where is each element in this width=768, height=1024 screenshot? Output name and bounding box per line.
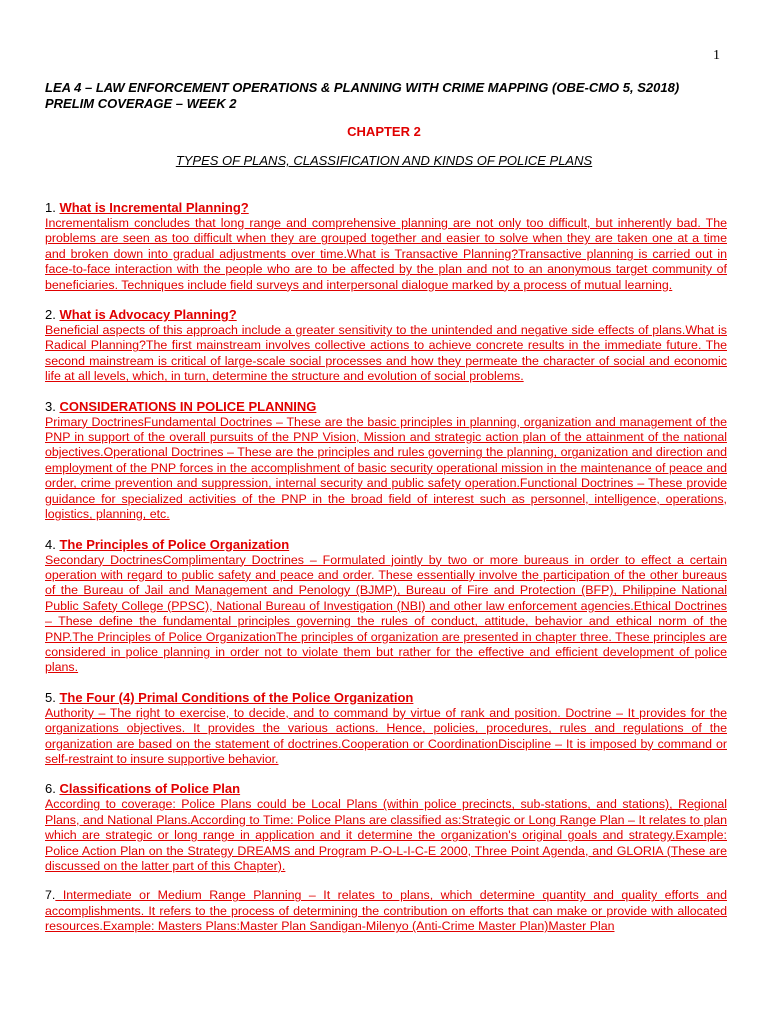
section-6 bbox=[45, 781, 727, 874]
page-number: 1 bbox=[713, 48, 720, 63]
section-3 bbox=[45, 399, 727, 523]
section-number: 5. bbox=[45, 689, 56, 705]
section-heading bbox=[45, 690, 727, 706]
section-title: CONSIDERATIONS IN POLICE PLANNING bbox=[59, 398, 317, 414]
chapter-subtitle bbox=[0, 153, 768, 168]
section-4 bbox=[45, 537, 727, 676]
section-body: Secondary DoctrinesComplimentary Doctrines – Formulated jointly by two or more bureaus in order to effect a certain operation with regard to public safety and peace and order. These essentially involve the participation of the other bureaus of the Bureau of Jail and Management and Penology (BJMP), Bureau of Fire and Protection (BFP), Philippine National Public Safety College (PPSC), National Bureau of Investigation (NBI) and other law enforcement agencies.Ethical Doctrines – These define the fundamental principles governing the rules of conduct, attitude, behavior and ethical norm of the PNP.The Principles of Police OrganizationThe principles of organization are presented in chapter three. These principles are considered in police planning in order not to violate them but rather for the effective and efficient development of police plans. bbox=[45, 552, 727, 675]
section-body: Beneficial aspects of this approach include a greater sensitivity to the unintended and negative side effects of plans.What is Radical Planning?The first mainstream involves collective actions to achieve concrete results in the immediate future. The second mainstream is critical of large-scale social processes and how they permeate the character of social and economic life at all levels, which, in turn, determine the structure and evolution of social problems. bbox=[45, 323, 727, 384]
section-heading bbox=[45, 307, 727, 323]
section-5 bbox=[45, 690, 727, 768]
sections-list bbox=[45, 200, 727, 949]
section-body: Primary DoctrinesFundamental Doctrines – These are the basic principles in planning, organization and management of the PNP in support of the overall pursuits of the PNP Vision, Mission and strategic action plan of the attainment of the national objectives.Operational Doctrines – These are the principles and rules governing the planning, organization and direction and employment of the PNP forces in the accomplishment of basic security operational mission in the maintenance of peace and order, crime prevention and suppression, internal security and public safety operation.Functional Doctrines – These provide guidance for specialized activities of the PNP in the broad field of interest such as personnel, intelligence, operations, logistics, planning, etc. bbox=[45, 414, 727, 522]
section-title: Classifications of Police Plan bbox=[59, 781, 241, 797]
section-number: 2. bbox=[45, 307, 56, 323]
section-2 bbox=[45, 307, 727, 385]
section-heading bbox=[45, 200, 727, 216]
section-number: 3. bbox=[45, 398, 56, 414]
section-number: 4. bbox=[45, 536, 56, 552]
section-number: 1. bbox=[45, 200, 56, 215]
chapter-heading: CHAPTER 2 bbox=[347, 124, 421, 139]
section-body bbox=[45, 888, 727, 934]
header-coverage: PRELIM COVERAGE – WEEK 2 bbox=[45, 96, 237, 111]
section-number: 6. bbox=[45, 781, 56, 797]
section-number: 7. bbox=[45, 888, 56, 903]
section-body: According to coverage: Police Plans could be Local Plans (within police precincts, sub-stations, and stations), Regional Plans, and National Plans.According to Time: Police Plans are classified as:Strategic or Long Range Plan – It relates to plan which are strategic or long range in application and it determine the organization's original goals and strategy.Example: Police Action Plan on the Strategy DREAMS and Program P-O-L-I-C-E 2000, Three Point Agenda, and GLORIA (These are discussed on the latter part of this Chapter). bbox=[45, 797, 727, 873]
document-header bbox=[45, 80, 735, 112]
section-body: Incrementalism concludes that long range and comprehensive planning are not only too difficult, but inherently bad. The problems are seen as too difficult when they are grouped together and easier to solve when they are taken one at a time and broken down into gradual adjustments over time.What is Transactive Planning?Transactive planning is carried out in face-to-face interaction with the people who are to be affected by the plan and not to an anonymous target community of beneficiaries. Techniques include field surveys and interpersonal dialogue marked by a process of mutual learning. bbox=[45, 216, 727, 292]
chapter-subtitle-text: TYPES OF PLANS, CLASSIFICATION AND KINDS OF POLICE PLANS bbox=[175, 153, 593, 168]
section-title: The Principles of Police Organization bbox=[59, 536, 290, 552]
section-body-text: Intermediate or Medium Range Planning – It relates to plans, which determine quantity and quality efforts and accomplishments. It refers to the process of determining the contribution on efforts that can make or provide with allocated resources.Example: Masters Plans:Master Plan Sandigan-Milenyo (Anti-Crime Master Plan)Master Plan bbox=[45, 888, 728, 934]
section-heading bbox=[45, 537, 727, 553]
section-7 bbox=[45, 888, 727, 934]
section-body: Authority – The right to exercise, to decide, and to command by virtue of rank and position. Doctrine – It provides for the organizations objectives. It provides the various actions. Hence, policies, procedures, rules and regulations of the organization are based on the statement of doctrines.Cooperation or CoordinationDiscipline – It is imposed by command or self-restraint to insure supportive behavior. bbox=[45, 705, 727, 766]
header-course-title: LEA 4 – LAW ENFORCEMENT OPERATIONS & PLANNING WITH CRIME MAPPING (OBE-CMO 5, S2018) bbox=[45, 80, 680, 95]
section-title: What is Advocacy Planning? bbox=[59, 307, 237, 323]
section-title: What is Incremental Planning? bbox=[59, 200, 249, 215]
section-heading bbox=[45, 399, 727, 415]
section-1 bbox=[45, 200, 727, 293]
section-title: The Four (4) Primal Conditions of the Police Organization bbox=[59, 689, 414, 705]
section-heading bbox=[45, 781, 727, 797]
